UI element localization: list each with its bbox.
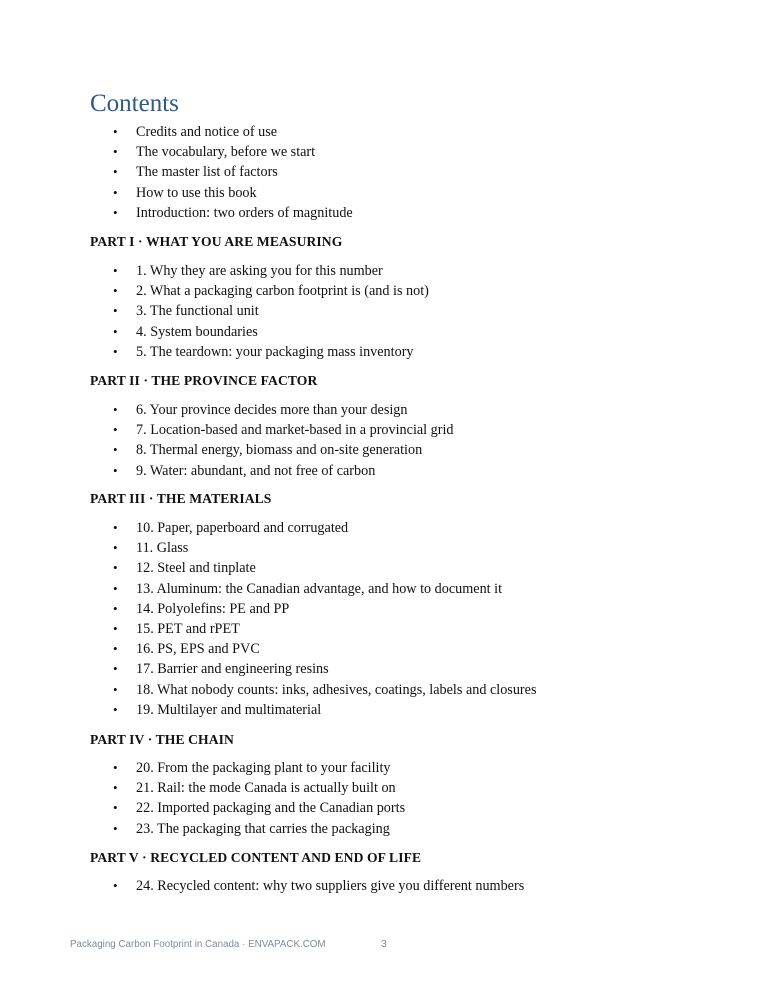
- toc-entry[interactable]: [0, 322, 429, 342]
- toc-entry-label: 17. Barrier and engineering resins: [136, 661, 329, 678]
- toc-entry-label: 14. Polyolefins: PE and PP: [136, 600, 290, 617]
- bullet-icon: •: [113, 560, 118, 576]
- toc-entry[interactable]: [0, 420, 454, 440]
- bullet-icon: •: [113, 144, 118, 160]
- toc-entry[interactable]: [0, 599, 536, 619]
- toc-entry[interactable]: [0, 639, 536, 659]
- bullet-icon: •: [113, 184, 118, 200]
- part-heading: PART IV · THE CHAIN: [90, 732, 234, 747]
- toc-entry-label: 11. Glass: [136, 540, 189, 557]
- toc-entry[interactable]: [0, 183, 353, 203]
- toc-entry[interactable]: [0, 659, 536, 679]
- toc-entry[interactable]: [0, 518, 536, 538]
- toc-entry[interactable]: [0, 758, 405, 778]
- part-heading: PART II · THE PROVINCE FACTOR: [90, 373, 318, 388]
- bullet-icon: •: [113, 620, 118, 636]
- page-footer: [70, 938, 387, 950]
- toc-entry-label: Introduction: two orders of magnitude: [136, 204, 353, 221]
- page-number: 3: [381, 938, 387, 950]
- toc-entry[interactable]: [0, 778, 405, 798]
- toc-entry[interactable]: [0, 301, 429, 321]
- toc-entry[interactable]: [0, 680, 536, 700]
- bullet-icon: •: [113, 600, 118, 616]
- bullet-icon: •: [113, 263, 118, 278]
- bullet-icon: •: [113, 402, 118, 417]
- bullet-icon: •: [113, 681, 118, 697]
- toc-entry[interactable]: [0, 461, 454, 481]
- toc-entry[interactable]: [0, 876, 524, 896]
- bullet-icon: •: [113, 580, 118, 596]
- toc-entry-label: 3. The functional unit: [136, 303, 259, 320]
- toc-entry-label: 12. Steel and tinplate: [136, 560, 256, 577]
- front-matter-list: [0, 122, 353, 223]
- part-1-chapter-list: [0, 261, 429, 362]
- toc-entry-label: 19. Multilayer and multimaterial: [136, 701, 322, 718]
- toc-entry[interactable]: [0, 619, 536, 639]
- toc-entry[interactable]: [0, 142, 353, 162]
- bullet-icon: •: [113, 800, 118, 816]
- part-heading: PART V · RECYCLED CONTENT AND END OF LIFE: [90, 850, 422, 865]
- toc-entry-label: 15. PET and rPET: [136, 620, 240, 637]
- bullet-icon: •: [113, 661, 118, 677]
- toc-entry[interactable]: [0, 261, 429, 281]
- bullet-icon: •: [113, 124, 118, 139]
- toc-entry[interactable]: [0, 558, 536, 578]
- bullet-icon: •: [113, 820, 118, 836]
- bullet-icon: •: [113, 540, 118, 556]
- toc-entry-label: 8. Thermal energy, biomass and on-site generation: [136, 442, 423, 459]
- toc-entry-label: 1. Why they are asking you for this number: [136, 263, 383, 279]
- bullet-icon: •: [113, 701, 118, 717]
- toc-entry-label: The vocabulary, before we start: [136, 144, 316, 161]
- toc-entry[interactable]: [0, 122, 353, 142]
- toc-entry-label: 9. Water: abundant, and not free of carbon: [136, 462, 376, 479]
- bullet-icon: •: [113, 343, 118, 359]
- toc-entry-label: 21. Rail: the mode Canada is actually built on: [136, 780, 396, 797]
- part-5-chapter-list: [0, 876, 524, 896]
- toc-entry-label: 16. PS, EPS and PVC: [136, 641, 260, 658]
- bullet-icon: •: [113, 520, 118, 535]
- page-title: Contents: [90, 90, 179, 117]
- part-heading: PART I · WHAT YOU ARE MEASURING: [90, 234, 343, 249]
- toc-entry-label: 2. What a packaging carbon footprint is (and is not): [136, 283, 429, 300]
- toc-entry-label: 18. What nobody counts: inks, adhesives, coatings, labels and closures: [136, 681, 537, 698]
- bullet-icon: •: [113, 760, 118, 775]
- bullet-icon: •: [113, 303, 118, 319]
- toc-entry-label: How to use this book: [136, 184, 257, 201]
- bullet-icon: •: [113, 283, 118, 299]
- bullet-icon: •: [113, 780, 118, 796]
- toc-entry-label: Credits and notice of use: [136, 124, 278, 140]
- bullet-icon: •: [113, 422, 118, 438]
- bullet-icon: •: [113, 878, 118, 893]
- toc-entry[interactable]: [0, 281, 429, 301]
- toc-entry[interactable]: [0, 342, 429, 362]
- toc-entry[interactable]: [0, 798, 405, 818]
- toc-entry[interactable]: [0, 400, 454, 420]
- bullet-icon: •: [113, 323, 118, 339]
- bullet-icon: •: [113, 442, 118, 458]
- toc-entry[interactable]: [0, 440, 454, 460]
- toc-entry[interactable]: [0, 700, 536, 720]
- bullet-icon: •: [113, 164, 118, 180]
- toc-entry-label: 13. Aluminum: the Canadian advantage, and how to document it: [136, 580, 503, 597]
- footer-text: Packaging Carbon Footprint in Canada · ENVAPACK.COM: [70, 939, 326, 950]
- toc-entry[interactable]: [0, 538, 536, 558]
- toc-entry[interactable]: [0, 819, 405, 839]
- bullet-icon: •: [113, 462, 118, 478]
- toc-entry[interactable]: [0, 203, 353, 223]
- toc-entry-label: 5. The teardown: your packaging mass inventory: [136, 343, 414, 360]
- toc-entry-label: 6. Your province decides more than your design: [136, 402, 408, 418]
- part-4-chapter-list: [0, 758, 405, 839]
- toc-entry-label: 22. Imported packaging and the Canadian ports: [136, 800, 406, 817]
- toc-entry[interactable]: [0, 579, 536, 599]
- part-2-chapter-list: [0, 400, 454, 481]
- bullet-icon: •: [113, 641, 118, 657]
- toc-entry-label: 24. Recycled content: why two suppliers give you different numbers: [136, 878, 525, 894]
- part-3-chapter-list: [0, 518, 536, 720]
- toc-entry-label: 4. System boundaries: [136, 323, 258, 340]
- toc-entry-label: 23. The packaging that carries the packaging: [136, 820, 390, 837]
- toc-entry-label: The master list of factors: [136, 164, 278, 181]
- part-heading: PART III · THE MATERIALS: [90, 491, 272, 506]
- toc-entry-label: 7. Location-based and market-based in a provincial grid: [136, 422, 454, 439]
- bullet-icon: •: [113, 204, 118, 220]
- toc-entry-label: 20. From the packaging plant to your facility: [136, 760, 391, 776]
- toc-entry[interactable]: [0, 162, 353, 182]
- toc-entry-label: 10. Paper, paperboard and corrugated: [136, 520, 349, 536]
